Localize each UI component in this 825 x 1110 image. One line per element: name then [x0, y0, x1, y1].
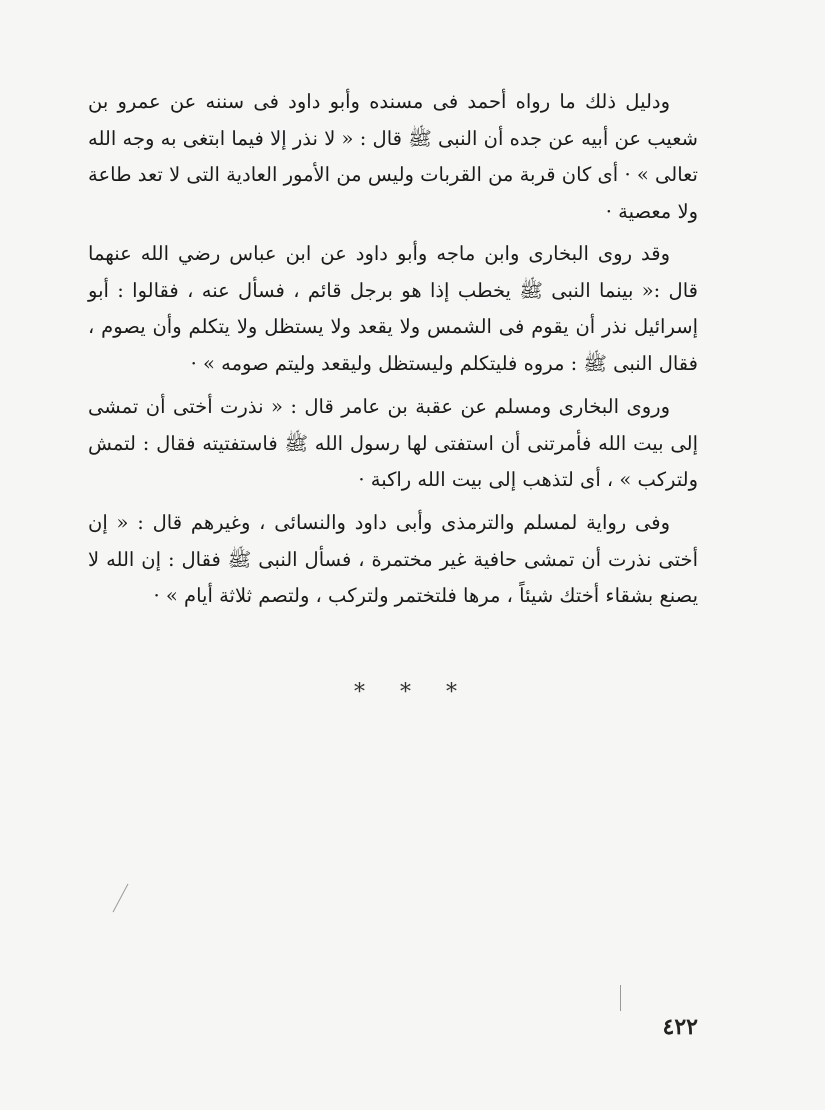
- paragraph-3: وروى البخارى ومسلم عن عقبة بن عامر قال : « نذرت أختى أن تمشى إلى بيت الله فأمرتنى أن استفتى لها رسول الله ﷺ فاستفتيته فقال : لتمش ولتركب » ، أى لتذهب إلى بيت الله راكبة ·: [88, 395, 698, 491]
- paragraph-4: وفى رواية لمسلم والترمذى وأبى داود والنسائى ، وغيرهم قال : « إن أختى نذرت أن تمشى حافية غير مختمرة ، فسأل النبى ﷺ فقال : إن الله لا يصنع بشقاء أختك شيئاً ، مرها فلتختمر ولتركب ، ولتصم ثلاثة أيام » ·: [88, 511, 698, 607]
- scan-mark: [620, 985, 621, 1011]
- paragraph-1: ودليل ذلك ما رواه أحمد فى مسنده وأبو داود فى سننه عن عمرو بن شعيب عن أبيه عن جده أن النبى ﷺ قال : « لا نذر إلا فيما ابتغى به وجه الله تعالى » · أى كان قربة من القربات وليس من الأمور العادية التى لا تعد طاعة ولا معصية ·: [88, 90, 698, 223]
- scan-mark: [113, 884, 129, 913]
- page-number: ٤٢٢: [662, 1014, 698, 1040]
- section-separator: * * *: [354, 680, 471, 705]
- paragraph-2: وقد روى البخارى وابن ماجه وأبو داود عن ابن عباس رضي الله عنهما قال :« بينما النبى ﷺ يخطب إذا هو برجل قائم ، فسأل عنه ، فقالوا : أبو إسرائيل نذر أن يقوم فى الشمس ولا يقعد ولا يستظل ولا يتكلم وأن يصوم ، فقال النبى ﷺ : مروه فليتكلم وليستظل وليقعد وليتم صومه » ·: [88, 242, 698, 375]
